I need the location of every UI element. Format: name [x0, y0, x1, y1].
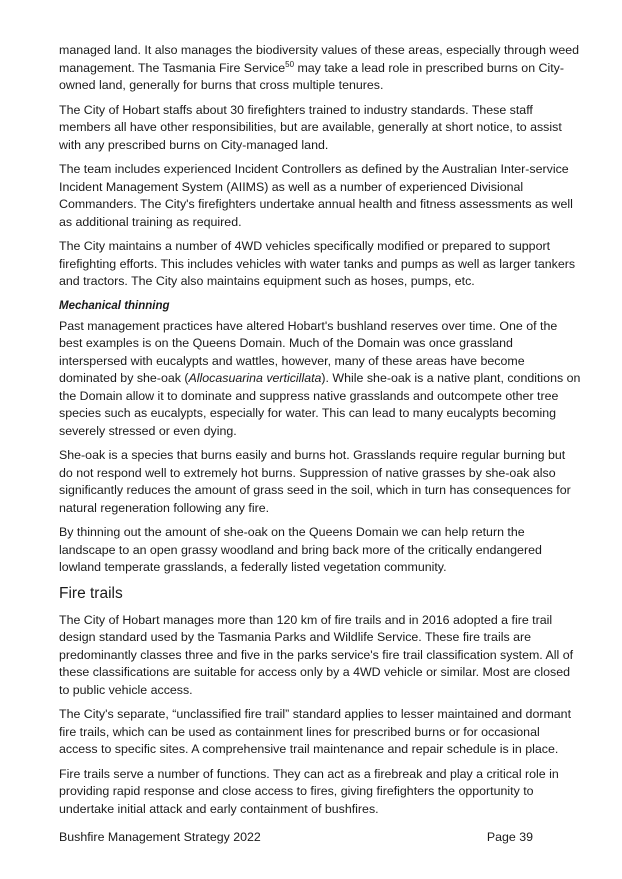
paragraph-she-oak: She-oak is a species that burns easily and burns hot. Grasslands require regular burning but do not respond well to extremely hot burns. Suppression of native grasses by she-oak also significantly reduces the amount of grass seed in the soil, which in turn has consequences for natural regeneration following any fire. — [59, 448, 571, 515]
paragraph-staff: The City of Hobart staffs about 30 firefighters trained to industry standards. These staff members all have other responsibilities, but are available, generally at short notice, to assist with any prescribed burns on City-managed land. — [59, 102, 562, 152]
paragraph-text: may take a lead role in prescribed burns on City-owned land, generally for burns that cross multiple tenures. — [59, 60, 564, 92]
paragraph-text: managed land. It also manages the biodiversity values of these areas, especially through weed management. The Tasmania Fire Service — [59, 43, 580, 75]
subheading-mechanical-thinning: Mechanical thinning — [59, 299, 170, 312]
paragraph-unclassified: The City's separate, “unclassified fire trail” standard applies to lesser maintained and dormant fire trails, which can be used as containment lines for prescribed burns or for occasional access to specific sites. A comprehensive trail maintenance and repair schedule is in place. — [59, 707, 572, 756]
paragraph-vehicles: The City maintains a number of 4WD vehicles specifically modified or prepared to support firefighting efforts. This includes vehicles with water tanks and pumps as well as larger tankers and tractors. The City also maintains equipment such as hoses, pumps, etc. — [59, 239, 576, 288]
page-content — [59, 42, 581, 825]
footnote-reference[interactable]: 50 — [285, 59, 295, 69]
paragraph-thinning: By thinning out the amount of she-oak on the Queens Domain we can help return the landscape to an open grassy woodland and bring back more of the critically endangered lowland temperate grasslands, a federally listed vegetation community. — [59, 525, 542, 574]
paragraph-text: Past management practices have altered Hobart's bushland reserves over time. One of the best examples is on the Queens Domain. Much of the Domain was once grassland interspersed with eucalypts and wattles, however, many of these areas have become dominated by she-oak ( — [59, 318, 558, 385]
paragraph-biodiversity — [59, 42, 581, 95]
page-number: Page 39 — [486, 830, 533, 844]
paragraph-team: The team includes experienced Incident Controllers as defined by the Australian Inter-service Incident Management System (AIIMS) as well as a number of experienced Divisional Commanders. The City's firefighters undertake annual health and fitness assessments as well as additional training as required. — [59, 162, 573, 229]
heading-fire-trails: Fire trails — [59, 584, 123, 602]
paragraph-text: ). While she-oak is a native plant, conditions on the Domain allow it to dominate and suppress native grasslands and outcompete other tree species such as eucalypts, especially for water. This can lead to many eucalypts becoming severely stressed or even dying. — [59, 371, 581, 438]
paragraph-fire-trails: The City of Hobart manages more than 120 km of fire trails and in 2016 adopted a fire trail design standard used by the Tasmania Parks and Wildlife Service. These fire trails are predominantly classes three and five in the parks service's fire trail classification system. All of these classifications are suitable for access only by a 4WD vehicle or similar. Most are closed to public vehicle access. — [59, 612, 574, 697]
paragraph-functions: Fire trails serve a number of functions. They can act as a firebreak and play a critical role in providing rapid response and close access to fires, giving firefighters the opportunity to undertake initial attack and early containment of bushfires. — [59, 766, 559, 816]
species-name: Allocasuarina verticillata — [188, 371, 322, 385]
footer-title: Bushfire Management Strategy 2022 — [59, 830, 261, 844]
paragraph-past-management — [59, 318, 581, 441]
